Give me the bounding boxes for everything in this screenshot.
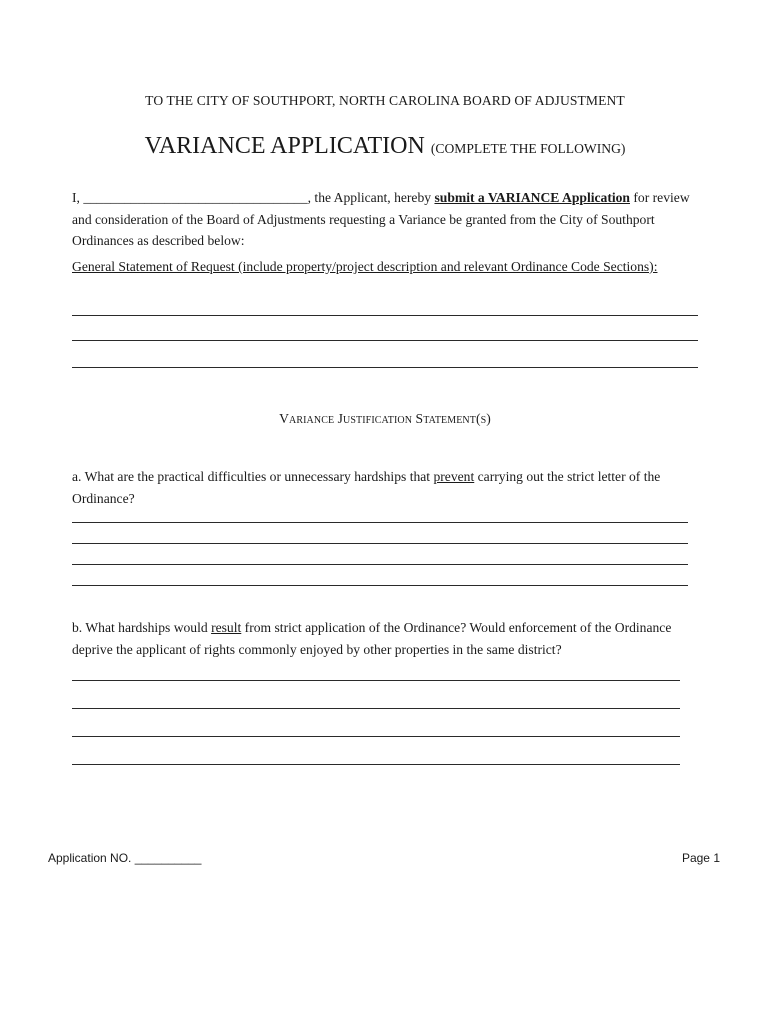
intro-emphasis: submit a VARIANCE Application <box>434 190 630 205</box>
question-a-text-2: carrying out the strict letter of the Ordinance? <box>72 469 661 506</box>
answer-b-line-3[interactable] <box>72 736 680 737</box>
answer-a-line-4[interactable] <box>72 585 688 586</box>
form-title: VARIANCE APPLICATION <box>144 133 425 159</box>
answer-b-line-4[interactable] <box>72 764 680 765</box>
intro-middle: , the Applicant, hereby <box>307 190 435 205</box>
applicant-name-blank[interactable]: _________________________________ <box>83 190 308 205</box>
general-statement-line-1[interactable] <box>72 315 698 316</box>
question-b-emphasis: result <box>211 620 242 635</box>
intro-paragraph <box>72 187 702 252</box>
justification-heading: Variance Justification Statement(s) <box>279 411 491 426</box>
question-b-text-2: from strict application of the Ordinance? Would enforcement of the Ordinance deprive the applicant of rights commonly enjoyed by other properties in the same district? <box>72 620 672 657</box>
general-statement-line-3[interactable] <box>72 367 698 368</box>
question-b-text-1: b. What hardships would <box>72 620 212 635</box>
general-statement-line-2[interactable] <box>72 340 698 341</box>
question-b <box>72 617 702 660</box>
answer-b-line-1[interactable] <box>72 680 680 681</box>
board-heading: TO THE CITY OF SOUTHPORT, NORTH CAROLINA BOARD OF ADJUSTMENT <box>145 93 625 108</box>
application-number[interactable]: Application NO. __________ <box>48 851 202 865</box>
question-a-text-1: a. What are the practical difficulties or unnecessary hardships that <box>72 469 434 484</box>
question-a <box>72 466 702 509</box>
question-a-emphasis: prevent <box>433 469 475 484</box>
page-number: Page 1 <box>681 851 720 865</box>
answer-b-line-2[interactable] <box>72 708 680 709</box>
intro-rest: for review and consideration of the Board of Adjustments requesting a Variance be granted from the City of Southport Ordinances as described below: <box>72 190 690 248</box>
intro-prefix: I, <box>72 190 84 205</box>
answer-a-line-1[interactable] <box>72 522 688 523</box>
answer-a-line-2[interactable] <box>72 543 688 544</box>
answer-a-line-3[interactable] <box>72 564 688 565</box>
form-title-row <box>0 133 770 160</box>
general-statement-label: General Statement of Request (include property/project description and relevant Ordinance Code Sections): <box>72 259 658 274</box>
form-title-note: (COMPLETE THE FOLLOWING) <box>430 141 626 156</box>
